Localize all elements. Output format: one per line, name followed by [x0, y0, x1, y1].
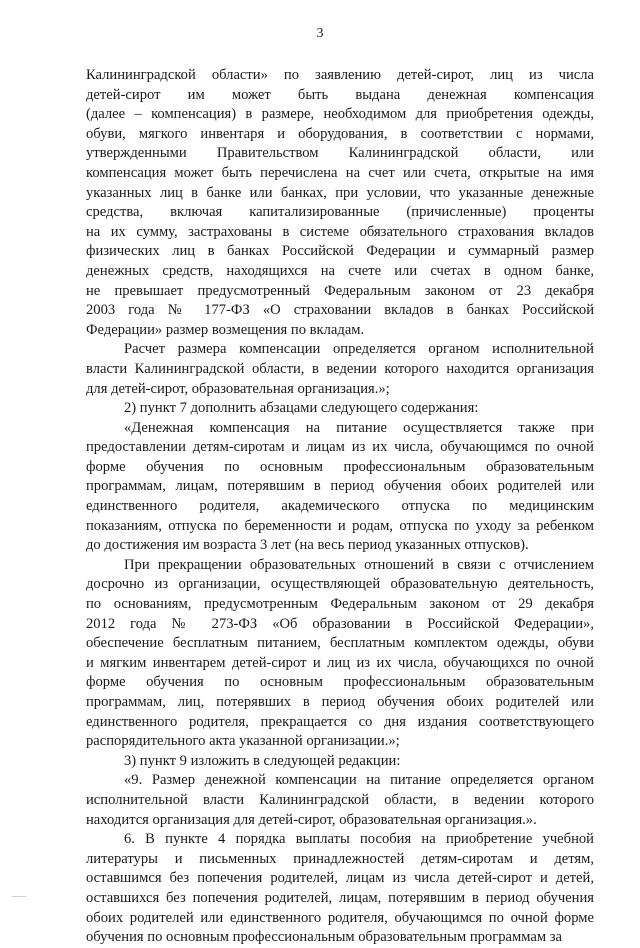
text-line: обучения по основным профессиональным образовательным программам за: [86, 929, 562, 946]
text-line: для детей-сирот, образовательная организация.»;: [86, 380, 390, 397]
text-line: программам, лицам, потерявшим в период обучения обоих родителей или: [86, 478, 594, 495]
text-line: до достижения им возраста 3 лет (на весь период указанных отпусков).: [86, 537, 529, 554]
text-line: Федерации» размер возмещения по вкладам.: [86, 321, 365, 338]
paragraph: [86, 399, 594, 419]
text-line: указанных лиц в банке или банках, при условии, что указанные денежные: [86, 184, 594, 201]
text-line: по основаниям, предусмотренным Федеральным законом от 29 декабря: [86, 596, 594, 613]
text-line: средства, включая капитализированные (причисленные) проценты: [86, 204, 594, 221]
text-line: (далее – компенсация) в размере, необходимом для приобретения одежды,: [86, 106, 594, 123]
text-line: находится организация для детей-сирот, образовательная организация.».: [86, 811, 537, 828]
page-number: 3: [316, 26, 324, 41]
text-line: на их сумму, застрахованы в системе обязательного страхования вкладов: [86, 223, 594, 240]
text-line: оставшимся без попечения родителей, лицам из числа детей-сирот и детей,: [86, 870, 594, 887]
text-line: детей-сирот им может быть выдана денежная компенсация: [86, 86, 594, 103]
text-line: досрочно из организации, осуществляющей образовательную деятельность,: [86, 576, 594, 593]
text-line: не превышает предусмотренный Федеральным законом от 23 декабря: [86, 282, 594, 299]
text-line: утвержденными Правительством Калининградской области, или: [86, 145, 594, 162]
text-line: «9. Размер денежной компенсации на питание определяется органом: [124, 772, 594, 789]
text-line: форме обучения по основным профессиональным образовательным: [86, 458, 594, 475]
text-line: литературы и письменных принадлежностей детям-сиротам и детям,: [86, 850, 594, 867]
text-line: предоставлении детям-сиротам и лицам из их числа, обучающимся по очной: [86, 439, 594, 456]
text-line: Калининградской области» по заявлению детей-сирот, лиц из числа: [86, 67, 594, 83]
text-line: обуви, мягкого инвентаря и оборудования, в соответствии с нормами,: [86, 125, 594, 142]
text-line: физических лиц в банках Российской Федерации и суммарный размер: [86, 243, 594, 260]
text-line: 6. В пункте 4 порядка выплаты пособия на приобретение учебной: [124, 831, 594, 848]
text-line: При прекращении образовательных отношений в связи с отчислением: [124, 556, 594, 573]
paragraph: [86, 556, 594, 752]
text-line: компенсация может быть перечислена на счет или счета, открытые на имя: [86, 164, 594, 181]
text-line: «Денежная компенсация на питание осуществляется также при: [124, 419, 594, 436]
paragraph: [86, 830, 594, 948]
text-line: показаниям, отпуска по беременности и родам, отпуска по уходу за ребенком: [86, 517, 594, 534]
paragraph: [86, 771, 594, 830]
text-line: обоих родителей или единственного родителя, обучающимся по очной форме: [86, 909, 594, 926]
paragraph: [86, 66, 594, 340]
text-line: денежных средств, находящихся на счете или счетах в одном банке,: [86, 262, 594, 279]
paragraph: [86, 752, 594, 772]
paragraph: [86, 419, 594, 556]
text-line: распорядительного акта указанной организации.»;: [86, 733, 400, 750]
text-line: 2) пункт 7 дополнить абзацами следующего содержания:: [124, 400, 479, 417]
text-line: оставшихся без попечения родителей, лицам, потерявшим в период обучения: [86, 889, 594, 906]
paragraph: [86, 340, 594, 399]
text-line: 2012 года № 273-ФЗ «Об образовании в Российской Федерации»,: [86, 615, 594, 632]
text-line: исполнительной власти Калининградской области, в ведении которого: [86, 791, 594, 808]
scan-edge-mark: [12, 896, 26, 897]
text-line: власти Калининградской области, в ведении которого находится организация: [86, 360, 594, 377]
text-line: программам, лиц, потерявших в период обучения обоих родителей или: [86, 694, 594, 710]
text-line: и мягким инвентарем детей-сирот и лиц из их числа, обучающихся по очной: [86, 654, 594, 671]
text-line: 2003 года № 177-ФЗ «О страховании вкладов в банках Российской: [86, 302, 594, 319]
text-line: форме обучения по основным профессиональным образовательным: [86, 674, 594, 691]
text-line: единственного родителя, прекращается со дня издания соответствующего: [86, 713, 594, 730]
text-line: Расчет размера компенсации определяется органом исполнительной: [124, 341, 594, 358]
text-line: обеспечение бесплатным питанием, бесплатным комплектом одежды, обуви: [86, 635, 594, 652]
text-line: 3) пункт 9 изложить в следующей редакции:: [124, 752, 401, 769]
text-line: единственного родителя, академического отпуска по медицинским: [86, 498, 594, 515]
document-body: [86, 66, 594, 948]
